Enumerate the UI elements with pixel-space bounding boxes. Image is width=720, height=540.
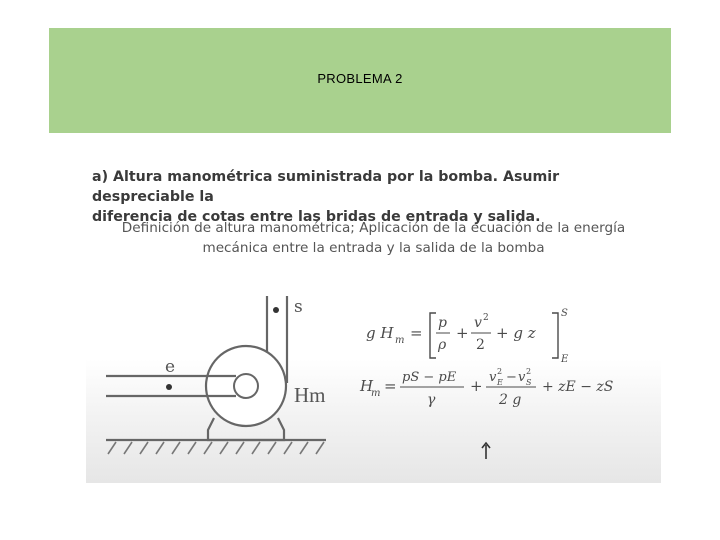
pump-impeller	[234, 374, 258, 398]
svg-text:2: 2	[497, 367, 503, 376]
problem-statement-line-2: diferencia de cotas entre las bridas de entrada y salida.	[92, 209, 541, 225]
svg-text:v: v	[489, 370, 497, 385]
eq1-plus: +	[456, 324, 469, 342]
eq2-equals: =	[384, 377, 397, 395]
head-label: Hm	[294, 383, 326, 407]
definition-line-2: mecánica entre la entrada y la salida de la bomba	[202, 240, 545, 256]
ground-hatching	[108, 442, 324, 454]
problem-statement-line-1: a) Altura manométrica suministrada por la bomba. Asumir despreciable la	[92, 169, 560, 205]
pump-diagram	[86, 278, 346, 468]
eq1-p: p	[438, 315, 447, 331]
equations-block	[356, 283, 656, 448]
eq2-frac2-den: 2 g	[499, 392, 522, 408]
eq1-lhs: g H	[366, 324, 394, 342]
svg-text:−: −	[506, 370, 517, 385]
eq1-upper-limit: S	[561, 308, 568, 319]
eq2-tail: + zE − zS	[542, 379, 614, 395]
outlet-label: s	[294, 297, 303, 317]
eq1-equals: =	[410, 324, 423, 342]
eq1-v-exp: 2	[483, 313, 489, 323]
eq2-frac1-num: pS − pE	[402, 370, 457, 385]
slide-image	[86, 158, 661, 483]
eq2-lhs: H	[360, 377, 374, 395]
eq2-lhs-sub: m	[371, 388, 381, 399]
eq2-plus: +	[470, 377, 483, 395]
eq2-frac2-num	[489, 367, 532, 387]
svg-text:2: 2	[526, 367, 532, 376]
inlet-label: e	[165, 357, 176, 377]
cursor-arrow-icon	[480, 441, 492, 461]
svg-text:S: S	[526, 378, 532, 387]
eq1-left-bracket	[430, 313, 436, 358]
inlet-point	[166, 384, 172, 390]
equation-manometric-head	[359, 367, 613, 408]
eq1-tail: + g z	[496, 324, 536, 342]
eq1-rho: ρ	[438, 337, 447, 353]
definition-text	[106, 218, 641, 258]
svg-text:v: v	[518, 370, 526, 385]
equation-energy-balance	[366, 308, 569, 365]
eq1-v: v	[474, 315, 482, 331]
definition-line-1: Definición de altura manométrica; Aplicación de la ecuación de la energía	[121, 220, 626, 236]
title-banner	[49, 28, 671, 133]
outlet-point	[273, 307, 279, 313]
eq1-two: 2	[476, 337, 485, 353]
svg-text:E: E	[497, 378, 503, 387]
eq1-right-bracket	[552, 313, 558, 358]
eq1-lower-limit: E	[561, 354, 569, 365]
banner-title: PROBLEMA 2	[317, 71, 403, 86]
eq1-lhs-sub: m	[395, 335, 405, 346]
eq2-frac1-den: γ	[427, 392, 436, 408]
